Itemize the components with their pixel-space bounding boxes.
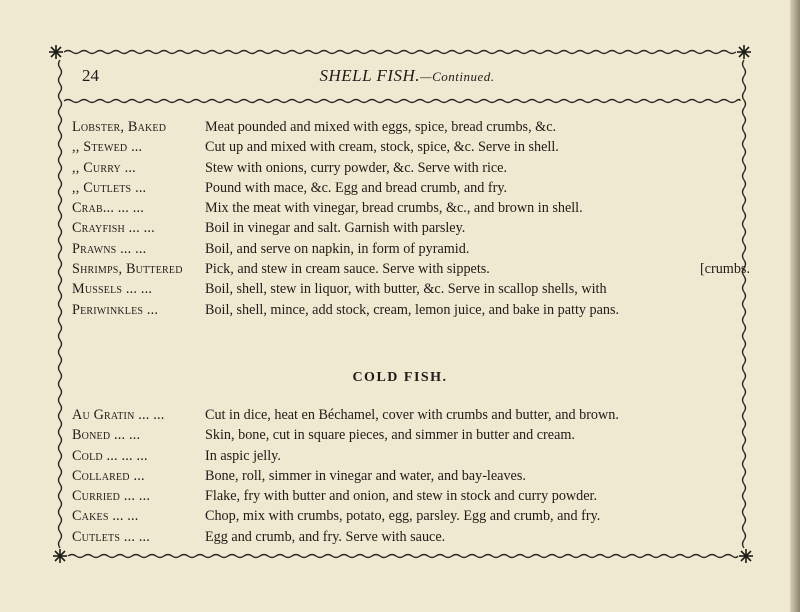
top-wavy-rule [64,51,736,54]
entry-term: Curried ... ... [72,488,151,505]
cold-fish-section [72,405,754,547]
entry-row [72,239,754,259]
entry-term: ,, Cutlets ... [72,179,147,196]
entry-description: Cut up and mixed with cream, stock, spice, &c. Serve in shell. [205,139,559,156]
entry-row [72,218,754,238]
entry-row [72,117,754,137]
entry-description: In aspic jelly. [205,447,281,464]
entry-row [72,466,754,486]
entry-description: Cut in dice, heat en Béchamel, cover with crumbs and butter, and brown. [205,407,619,423]
entry-row [72,506,754,526]
entry-term: Au Gratin ... ... [72,407,165,423]
entry-description: Flake, fry with butter and onion, and stew in stock and curry powder. [205,488,598,505]
entry-row [72,486,754,506]
entry-row [72,300,754,320]
entry-term: Mussels ... ... [72,281,153,298]
entry-description: Skin, bone, cut in square pieces, and simmer in butter and cream. [205,427,575,444]
entry-term: Cutlets ... ... [72,528,151,545]
entry-term: Collared ... [72,467,145,484]
entry-description: Bone, roll, simmer in vinegar and water, and bay-leaves. [205,467,526,484]
entry-term: ,, Curry ... [72,159,136,176]
entry-row [72,446,754,466]
entry-description: Boil, shell, stew in liquor, with butter, &c. Serve in scallop shells, with [205,281,607,298]
entry-row [72,158,754,178]
entry-term: Cold ... ... ... [72,447,148,464]
page-number: 24 [82,66,99,85]
entry-description: Boil in vinegar and salt. Garnish with parsley. [205,220,466,237]
entry-row [72,198,754,218]
bottom-wavy-rule [68,555,738,558]
entry-description: Chop, mix with crumbs, potato, egg, parsley. Egg and crumb, and fry. [205,508,601,525]
running-title-continued: —Continued. [420,69,495,84]
entry-term: Lobster, Baked [72,119,167,135]
entry-carryover: [crumbs. [699,261,750,278]
entry-term: Prawns ... ... [72,240,147,257]
running-title [82,66,732,86]
entry-description: Egg and crumb, and fry. Serve with sauce. [205,528,446,545]
page-header [82,66,732,90]
entry-row [72,259,754,279]
entry-description: Mix the meat with vinegar, bread crumbs, &c., and brown in shell. [205,200,583,217]
entry-term: Cakes ... ... [72,508,139,525]
entry-description: Boil, shell, mince, add stock, cream, lemon juice, and bake in patty pans. [205,301,620,318]
entry-term: ,, Stewed ... [72,139,143,156]
entry-row [72,425,754,445]
entry-term: Shrimps, Buttered [72,261,183,278]
entry-description: Pick, and stew in cream sauce. Serve with sippets. [205,261,490,278]
entry-row [72,527,754,547]
entry-term: Crayfish ... ... [72,220,155,237]
entry-term: Crab... ... ... [72,200,145,217]
entry-row [72,405,754,425]
shell-fish-section [72,117,754,320]
entry-description: Pound with mace, &c. Egg and bread crumb, and fry. [205,179,508,196]
entry-description: Boil, and serve on napkin, in form of pyramid. [205,240,470,257]
entry-term: Periwinkles ... [72,301,159,318]
running-title-main: SHELL FISH. [319,66,421,85]
entry-row [72,178,754,198]
entry-description: Meat pounded and mixed with eggs, spice, bread crumbs, &c. [205,119,557,135]
entry-row [72,137,754,157]
entry-term: Boned ... ... [72,427,141,444]
left-wavy-rule [59,60,62,548]
entry-description: Stew with onions, curry powder, &c. Serve with rice. [205,159,508,176]
section-heading-cold-fish: COLD FISH. [352,370,448,385]
entry-row [72,279,754,299]
header-wavy-rule [64,100,740,103]
